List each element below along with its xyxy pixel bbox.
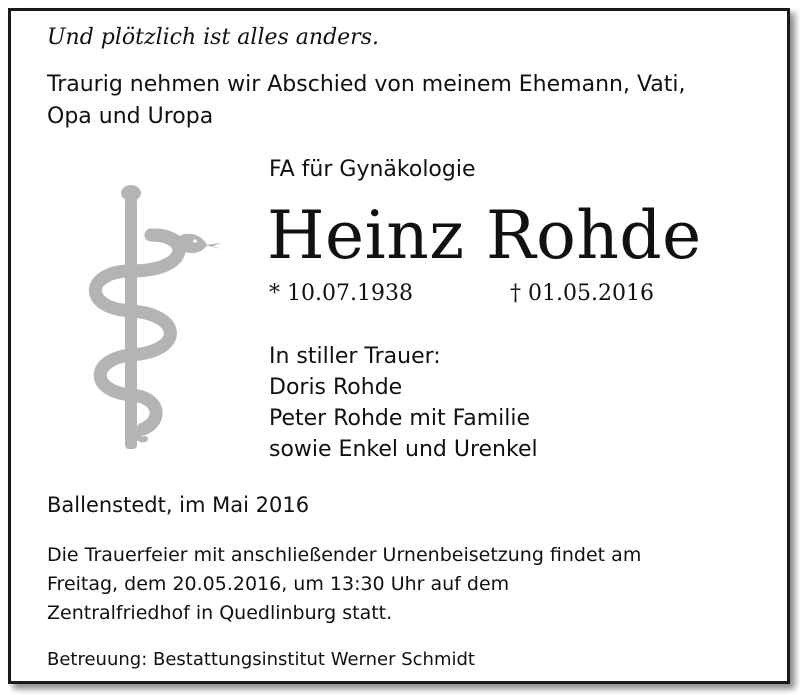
funeral-line: Zentralfriedhof in Quedlinburg statt.: [47, 602, 393, 624]
mourner: sowie Enkel und Urenkel: [269, 437, 538, 462]
mourners-heading: In stiller Trauer:: [269, 344, 441, 369]
funeral-line: Die Trauerfeier mit anschließender Urnenbeisetzung findet am: [47, 544, 642, 566]
place-date: Ballenstedt, im Mai 2016: [47, 493, 310, 517]
funeral-info: [47, 541, 641, 628]
motto: Und plötzlich ist alles anders.: [47, 25, 379, 50]
birth-date: * 10.07.1938: [269, 281, 413, 306]
mourner: Doris Rohde: [269, 375, 403, 400]
mourners-list: [269, 341, 538, 465]
intro-line: Opa und Uropa: [47, 104, 214, 129]
funeral-line: Freitag, dem 20.05.2016, um 13:30 Uhr auf dem: [47, 573, 510, 595]
intro-text: [47, 69, 686, 133]
death-date: † 01.05.2016: [510, 281, 654, 306]
rod-of-asclepius-icon: [81, 183, 221, 457]
intro-line: Traurig nehmen wir Abschied von meinem Ehemann, Vati,: [47, 72, 686, 97]
funeral-home: Betreuung: Bestattungsinstitut Werner Schmidt: [47, 649, 475, 670]
profession: FA für Gynäkologie: [269, 157, 476, 182]
deceased-name: Heinz Rohde: [267, 197, 702, 274]
mourner: Peter Rohde mit Familie: [269, 406, 530, 431]
obituary-notice: [8, 8, 790, 684]
